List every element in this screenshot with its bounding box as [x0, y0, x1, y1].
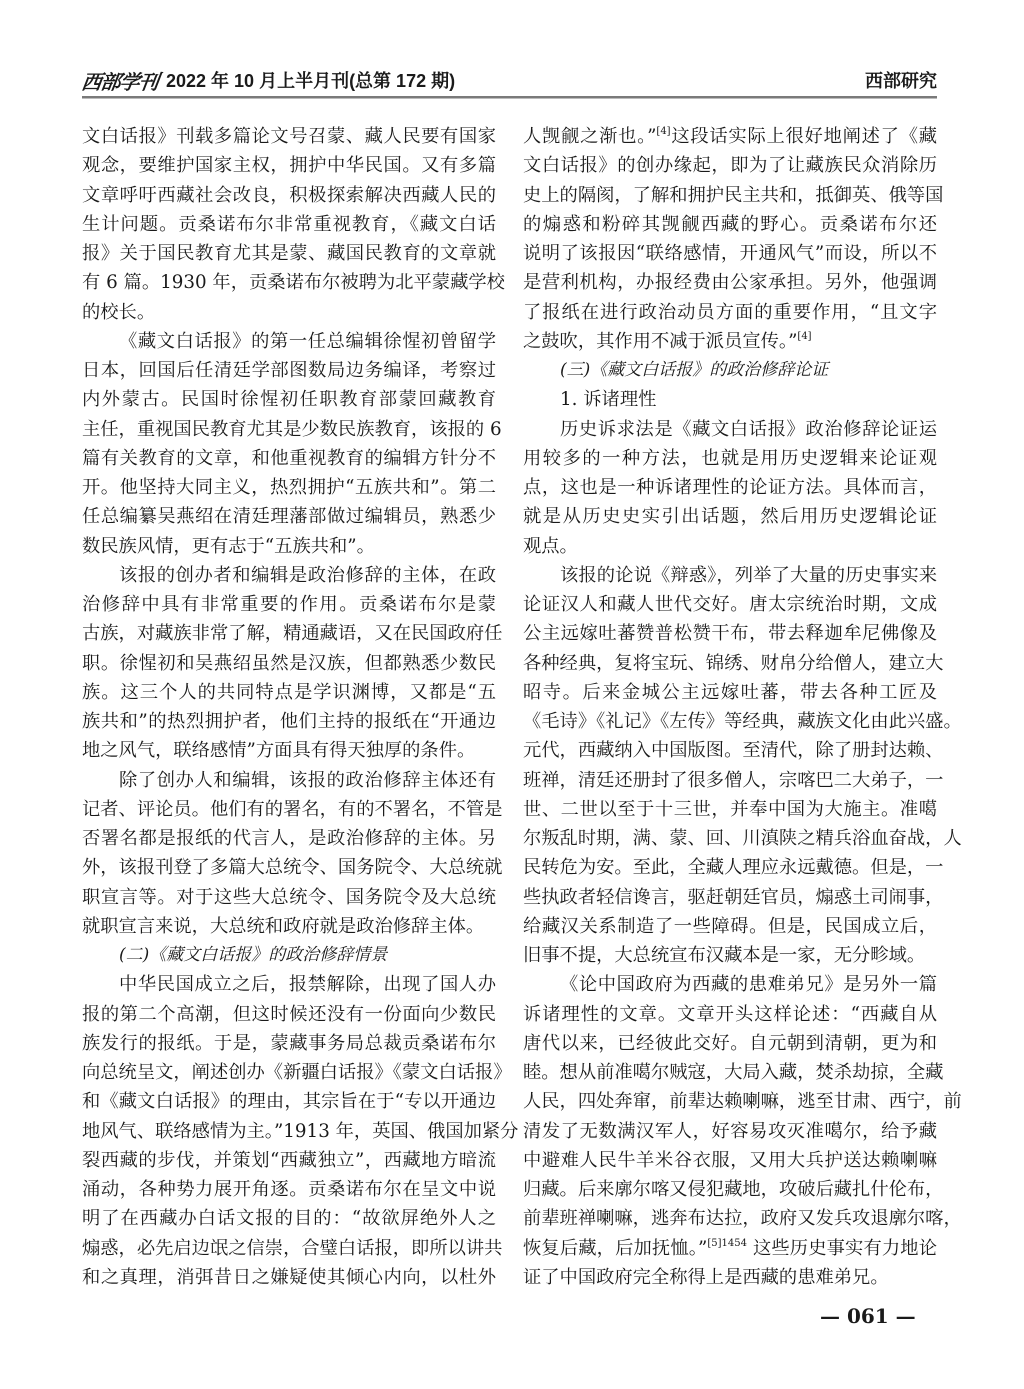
text-line: 前辈班禅喇嘛，逃奔布达拉，政府又发兵攻退廓尔喀， [523, 1208, 962, 1230]
text-line: 地风气、联络感情为主。”1913 年，英国、俄国加紧分 [82, 1120, 519, 1142]
text-line: 族。这三个人的共同特点是学识渊博，又都是“五 [82, 681, 496, 703]
text-line: 主任，重视国民教育尤其是少数民族教育，该报的 6 [82, 418, 502, 440]
text-segment: 之鼓吹，其作用不减于派员宣传。” [523, 330, 798, 352]
text-line: 历史诉求法是《藏文白话报》政治修辞论证运 [560, 418, 937, 440]
text-line: 除了创办人和编辑，该报的政治修辞主体还有 [119, 769, 496, 791]
text-line: 说明了该报因“联络感情，开通风气”而设，所以不 [523, 243, 937, 264]
text-line: 清发了无数满汉军人，好容易攻灭准噶尔，给予藏 [523, 1120, 937, 1142]
text-line: 煽惑，必先启边氓之信崇，合璧白话报，即所以讲共 [82, 1237, 503, 1259]
text-line: 些执政者轻信谗言，驱赶朝廷官员，煽惑土司闹事， [523, 886, 944, 908]
text-line: 中避难人民牛羊米谷衣服，又用大兵护送达赖喇嘛 [523, 1149, 937, 1171]
text-line: 该报的论说《辩惑》，列举了大量的历史事实来 [560, 564, 937, 586]
text-line: 有 6 篇。1930 年，贡桑诺布尔被聘为北平蒙藏学校 [82, 272, 505, 294]
text-line: 职宣言等。对于这些大总统令、国务院令及大总统 [82, 886, 496, 908]
text-line: 的校长。 [82, 301, 156, 323]
text-line: 诉诸理性的文章。文章开头这样论述：“西藏自从 [523, 1003, 937, 1025]
citation-ref: [5]1454 [707, 1237, 748, 1249]
text-line: 了报纸在进行政治动员方面的重要作用，“且文字 [523, 301, 937, 323]
journal-logo: 西部学刊 [80, 70, 160, 94]
text-line: 就职宣言来说，大总统和政府就是政治修辞主体。 [82, 915, 485, 937]
text-line: (二)《藏文白话报》的政治修辞情景 [119, 945, 388, 965]
paragraph [82, 561, 503, 766]
text-line [523, 122, 937, 151]
text-line: 1. 诉诸理性 [560, 389, 657, 411]
text-segment: 人觊觎之渐也。” [523, 126, 657, 147]
left-column [82, 122, 519, 1292]
text-line: 世、二世以至于十三世，并奉中国为大施主。准噶 [523, 798, 937, 820]
text-line: 向总统呈文，阐述创办《新疆白话报》《蒙文白话报》 [82, 1062, 512, 1083]
text-line: 公主远嫁吐蕃赞普松赞干布，带去释迦牟尼佛像及 [523, 623, 937, 645]
text-line: 尔叛乱时期，满、蒙、回、川滇陕之精兵浴血奋战，人 [523, 828, 962, 849]
text-line: 地之风气，联络感情”方面具有得天独厚的条件。 [82, 740, 476, 762]
text-line: 唐代以来，已经彼此交好。自元朝到清朝，更为和 [523, 1032, 937, 1054]
text-line: 涌动，各种势力展开角逐。贡桑诺布尔在呈文中说 [82, 1179, 496, 1200]
text-line: 用较多的一种方法，也就是用历史逻辑来论证观 [523, 447, 937, 469]
paragraph [82, 327, 502, 561]
paragraph [523, 122, 944, 356]
text-line: 观点。 [523, 535, 578, 557]
paragraph [82, 122, 505, 327]
text-line: 论证汉人和藏人世代交好。唐太宗统治时期，文成 [523, 594, 937, 615]
text-line: 旧事不提，大总统宣布汉藏本是一家，无分畛域。 [523, 945, 926, 966]
issue-info: 2022 年 10 月上半月刊(总第 172 期) [166, 71, 456, 91]
text-line: 昭寺。后来金城公主远嫁吐蕃，带去各种工匠及 [523, 681, 937, 703]
text-line: 《论中国政府为西藏的患难弟兄》是另外一篇 [560, 974, 937, 996]
text-line: 《毛诗》《礼记》《左传》等经典，藏族文化由此兴盛。 [523, 711, 962, 732]
text-line: 篇有关教育的文章，和他重视教育的编辑方针分不 [82, 447, 496, 469]
text-line: 记者、评论员。他们有的署名，有的不署名，不管是 [82, 798, 503, 820]
text-line: 就是从历史史实引出话题，然后用历史逻辑论证 [523, 506, 937, 528]
text-line: 开。他坚持大同主义，热烈拥护“五族共和”。第二 [82, 477, 496, 498]
text-line: (三)《藏文白话报》的政治修辞论证 [560, 360, 829, 380]
text-line: 报的第二个高潮，但这时候还没有一份面向少数民 [82, 1003, 496, 1025]
text-line: 和之真理，消弭昔日之嫌疑使其倾心内向，以杜外 [82, 1266, 496, 1288]
text-segment: 这段话实际上很好地阐述了《藏 [670, 126, 938, 147]
text-line: 和《藏文白话报》的理由，其宗旨在于“专以开通边 [82, 1091, 496, 1113]
paragraph [82, 970, 519, 1292]
text-line: 给藏汉关系制造了一些障碍。但是，民国成立后， [523, 915, 937, 937]
text-line: 人民，四处奔窜，前辈达赖喇嘛，逃至甘肃、西宁，前 [523, 1091, 962, 1113]
text-line: 中华民国成立之后，报禁解除，出现了国人办 [119, 974, 496, 996]
paragraph [523, 415, 937, 561]
text-line: 观念，要维护国家主权，拥护中华民国。又有多篇 [82, 155, 496, 177]
right-column [523, 122, 962, 1292]
text-line: 古族，对藏族非常了解，精通藏语，又在民国政府任 [82, 623, 503, 645]
text-line: 数民族风情，更有志于“五族共和”。 [82, 535, 375, 557]
text-line: 族发行的报纸。于是，蒙藏事务局总裁贡桑诺布尔 [82, 1032, 496, 1054]
text-line: 治修辞中具有非常重要的作用。贡桑诺布尔是蒙 [82, 594, 496, 615]
running-header [82, 66, 937, 100]
text-line: 报》关于国民教育尤其是蒙、藏国民教育的文章就 [82, 243, 496, 264]
text-line: 任总编纂吴燕绍在清廷理藩部做过编辑员，熟悉少 [82, 506, 496, 528]
text-line: 《藏文白话报》的第一任总编辑徐惺初曾留学 [119, 330, 496, 352]
text-line: 内外蒙古。民国时徐惺初任职教育部蒙回藏教育 [82, 389, 496, 411]
section-heading [523, 356, 937, 385]
text-line: 裂西藏的步伐，并策划“西藏独立”，西藏地方暗流 [82, 1149, 496, 1171]
text-line: 职。徐惺初和吴燕绍虽然是汉族，但都熟悉少数民 [82, 652, 496, 674]
text-line: 文白话报》刊载多篇论文号召蒙、藏人民要有国家 [82, 126, 496, 147]
text-line: 证了中国政府完全称得上是西藏的患难弟兄。 [523, 1266, 889, 1288]
text-line: 否署名都是报纸的代言人，是政治修辞的主体。另 [82, 828, 496, 849]
text-line: 明了在西藏办白话文报的目的：“故欲屏绝外人之 [82, 1208, 496, 1230]
paragraph [82, 766, 503, 942]
text-line: 族共和”的热烈拥护者，他们主持的报纸在“开通边 [82, 711, 496, 732]
text-line [523, 1234, 937, 1263]
header-rule [82, 96, 937, 99]
citation-ref: [4] [656, 126, 671, 137]
text-line: 日本，回国后任清廷学部图数局边务编译，考察过 [82, 360, 496, 381]
text-line: 文白话报》的创办缘起，即为了让藏族民众消除历 [523, 155, 937, 177]
paragraph [523, 970, 962, 1292]
text-line: 睦。想从前准噶尔贼寇，大局入藏，焚杀劫掠，全藏 [523, 1062, 944, 1083]
text-line: 点，这也是一种诉诸理性的论证方法。具体而言， [523, 477, 937, 498]
subsection-heading [523, 385, 937, 414]
text-line: 该报的创办者和编辑是政治修辞的主体，在政 [119, 564, 496, 586]
text-line: 各种经典，复将宝玩、锦绣、财帛分给僧人，建立大 [523, 652, 944, 674]
section-heading [82, 941, 496, 970]
text-line: 外，该报刊登了多篇大总统令、国务院令、大总统就 [82, 857, 503, 879]
text-line: 元代，西藏纳入中国版图。至清代，除了册封达赖、 [523, 740, 944, 762]
text-line: 民转危为安。至此，全藏人理应永远戴德。但是，一 [523, 857, 944, 879]
text-line [523, 327, 937, 356]
text-line: 是营利机构，办报经费由公家承担。另外，他强调 [523, 272, 937, 294]
text-line: 班禅，清廷还册封了很多僧人，宗喀巴二大弟子，一 [523, 769, 944, 791]
text-segment: 这些历史事实有力地论 [747, 1237, 938, 1259]
text-line: 生计问题。贡桑诺布尔非常重视教育，《藏文白话 [82, 213, 496, 235]
text-line: 归藏。后来廓尔喀又侵犯藏地，攻破后藏扎什伦布， [523, 1179, 944, 1200]
section-title: 西部研究 [865, 71, 937, 91]
text-line: 文章呼吁西藏社会改良，积极探索解决西藏人民的 [82, 184, 496, 206]
citation-ref: [4] [797, 330, 812, 342]
paragraph [523, 561, 962, 971]
text-line: 的煽惑和粉碎其觊觎西藏的野心。贡桑诺布尔还 [523, 213, 937, 235]
text-line: 史上的隔阂，了解和拥护民主共和，抵御英、俄等国 [523, 184, 944, 206]
page-number: — 061 — [820, 1304, 916, 1328]
text-segment: 恢复后藏，后加抚恤。” [523, 1237, 708, 1259]
